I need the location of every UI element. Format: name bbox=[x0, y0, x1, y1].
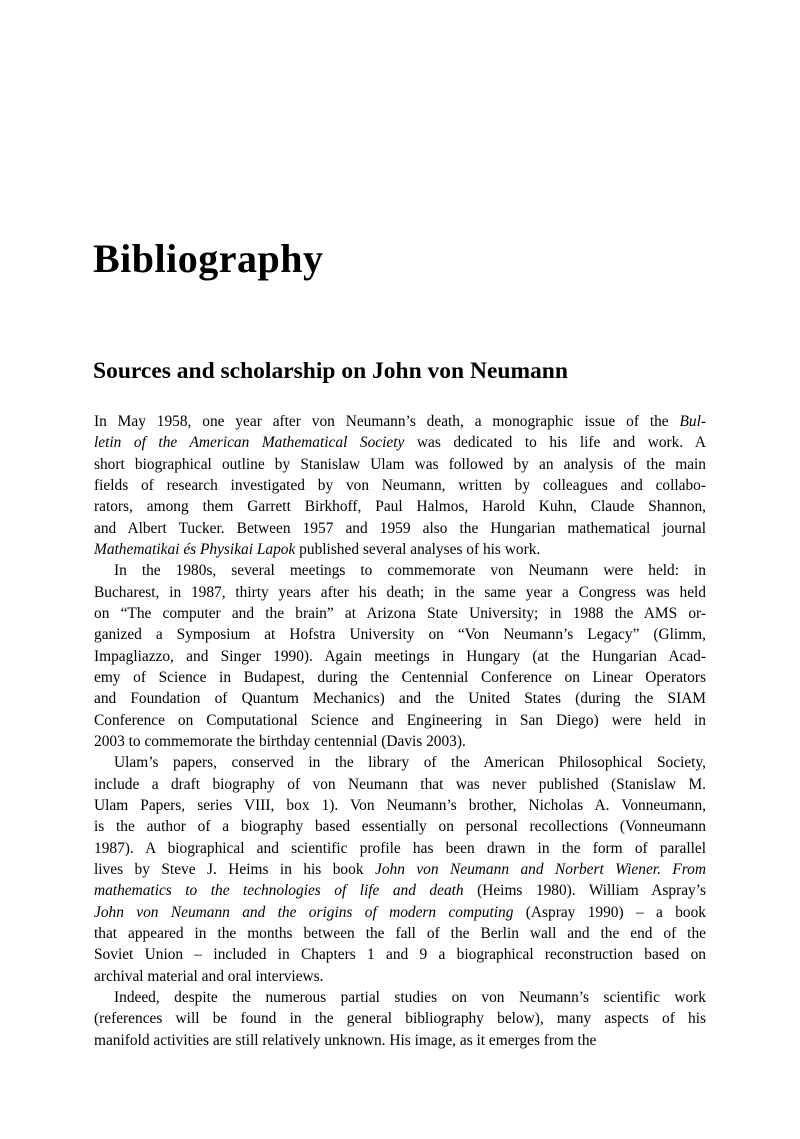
text-line bbox=[94, 795, 706, 816]
text: 2003 to commemorate the birthday centennial (Davis 2003). bbox=[94, 732, 466, 750]
body-text bbox=[94, 411, 706, 1051]
text-line bbox=[94, 432, 706, 453]
text-line bbox=[94, 667, 706, 688]
text-line bbox=[94, 752, 706, 773]
italic-text: John von Neumann and Norbert Wiener. From bbox=[374, 860, 706, 878]
text: Conference on Computational Science and Engineering in San Diego) were held in bbox=[94, 711, 706, 729]
text: and Foundation of Quantum Mechanics) and the United States (during the SIAM bbox=[94, 690, 706, 708]
text: archival material and oral interviews. bbox=[94, 967, 324, 985]
text-line bbox=[94, 624, 706, 645]
paragraph bbox=[94, 987, 706, 1051]
section-heading: Sources and scholarship on John von Neumann bbox=[93, 358, 568, 384]
text: In May 1958, one year after von Neumann’s death, a monographic issue of the bbox=[94, 413, 680, 430]
text-line bbox=[94, 582, 706, 603]
text: was dedicated to his life and work. A bbox=[404, 434, 706, 452]
text-line bbox=[94, 646, 706, 667]
paragraph bbox=[94, 560, 706, 752]
text-line bbox=[94, 603, 706, 624]
text-line bbox=[94, 475, 706, 496]
italic-text: letin of the American Mathematical Society bbox=[94, 434, 405, 452]
text-line bbox=[94, 774, 706, 795]
italic-text: Mathematikai és Physikai Lapok bbox=[94, 540, 296, 558]
text: on “The computer and the brain” at Arizona State University; in 1988 the AMS or- bbox=[94, 604, 706, 622]
italic-text: Bul- bbox=[679, 413, 706, 430]
text-line bbox=[94, 518, 706, 539]
text-line bbox=[94, 902, 706, 923]
text: Ulam Papers, series VIII, box 1). Von Neumann’s brother, Nicholas A. Vonneumann, bbox=[94, 796, 706, 814]
text: (Heims 1980). William Aspray’s bbox=[463, 882, 707, 900]
text-line bbox=[94, 496, 706, 517]
text: emy of Science in Budapest, during the Centennial Conference on Linear Operators bbox=[94, 668, 706, 686]
text-line bbox=[94, 966, 706, 987]
text-line bbox=[94, 923, 706, 944]
text-line bbox=[94, 880, 706, 901]
text: (references will be found in the general bibliography below), many aspects of his bbox=[94, 1010, 706, 1028]
paragraph bbox=[94, 411, 706, 560]
text: Impagliazzo, and Singer 1990). Again meetings in Hungary (at the Hungarian Acad- bbox=[94, 647, 706, 665]
text-line bbox=[94, 987, 706, 1008]
text-line bbox=[94, 710, 706, 731]
text-line bbox=[94, 539, 706, 560]
chapter-title: Bibliography bbox=[93, 236, 324, 281]
text: Ulam’s papers, conserved in the library of the American Philosophical Society, bbox=[114, 754, 706, 772]
text: lives by Steve J. Heims in his book bbox=[94, 860, 375, 878]
text: 1987). A biographical and scientific profile has been drawn in the form of parallel bbox=[94, 839, 706, 857]
text: Indeed, despite the numerous partial studies on von Neumann’s scientific work bbox=[114, 988, 706, 1006]
paragraph bbox=[94, 752, 706, 987]
text-line bbox=[94, 560, 706, 581]
text-line bbox=[94, 1008, 706, 1029]
text-line bbox=[94, 731, 706, 752]
text: published several analyses of his work. bbox=[295, 540, 541, 558]
italic-text: John von Neumann and the origins of modern computing bbox=[94, 903, 514, 921]
text-line bbox=[94, 688, 706, 709]
text: Soviet Union – included in Chapters 1 and 9 a biographical reconstruction based on bbox=[94, 946, 706, 964]
text-line bbox=[94, 944, 706, 965]
text-line bbox=[94, 411, 706, 432]
text: manifold activities are still relatively unknown. His image, as it emerges from the bbox=[94, 1031, 597, 1049]
text: that appeared in the months between the fall of the Berlin wall and the end of the bbox=[94, 924, 706, 942]
italic-text: mathematics to the technologies of life and death bbox=[94, 882, 464, 900]
text-line bbox=[94, 454, 706, 475]
text: fields of research investigated by von Neumann, written by colleagues and collabo- bbox=[94, 476, 706, 494]
text: short biographical outline by Stanislaw Ulam was followed by an analysis of the main bbox=[94, 455, 706, 473]
text: rators, among them Garrett Birkhoff, Paul Halmos, Harold Kuhn, Claude Shannon, bbox=[94, 498, 706, 516]
text: (Aspray 1990) – a book bbox=[513, 903, 706, 921]
text: In the 1980s, several meetings to commemorate von Neumann were held: in bbox=[114, 562, 706, 580]
text: is the author of a biography based essentially on personal recollections (Vonneumann bbox=[94, 818, 706, 836]
text-line bbox=[94, 816, 706, 837]
text: and Albert Tucker. Between 1957 and 1959 also the Hungarian mathematical journal bbox=[94, 519, 706, 537]
text-line bbox=[94, 1030, 706, 1051]
text: ganized a Symposium at Hofstra University on “Von Neumann’s Legacy” (Glimm, bbox=[94, 626, 706, 644]
text: Bucharest, in 1987, thirty years after his death; in the same year a Congress was held bbox=[94, 583, 706, 601]
text-line bbox=[94, 859, 706, 880]
text: include a draft biography of von Neumann that was never published (Stanislaw M. bbox=[94, 775, 706, 793]
text-line bbox=[94, 838, 706, 859]
